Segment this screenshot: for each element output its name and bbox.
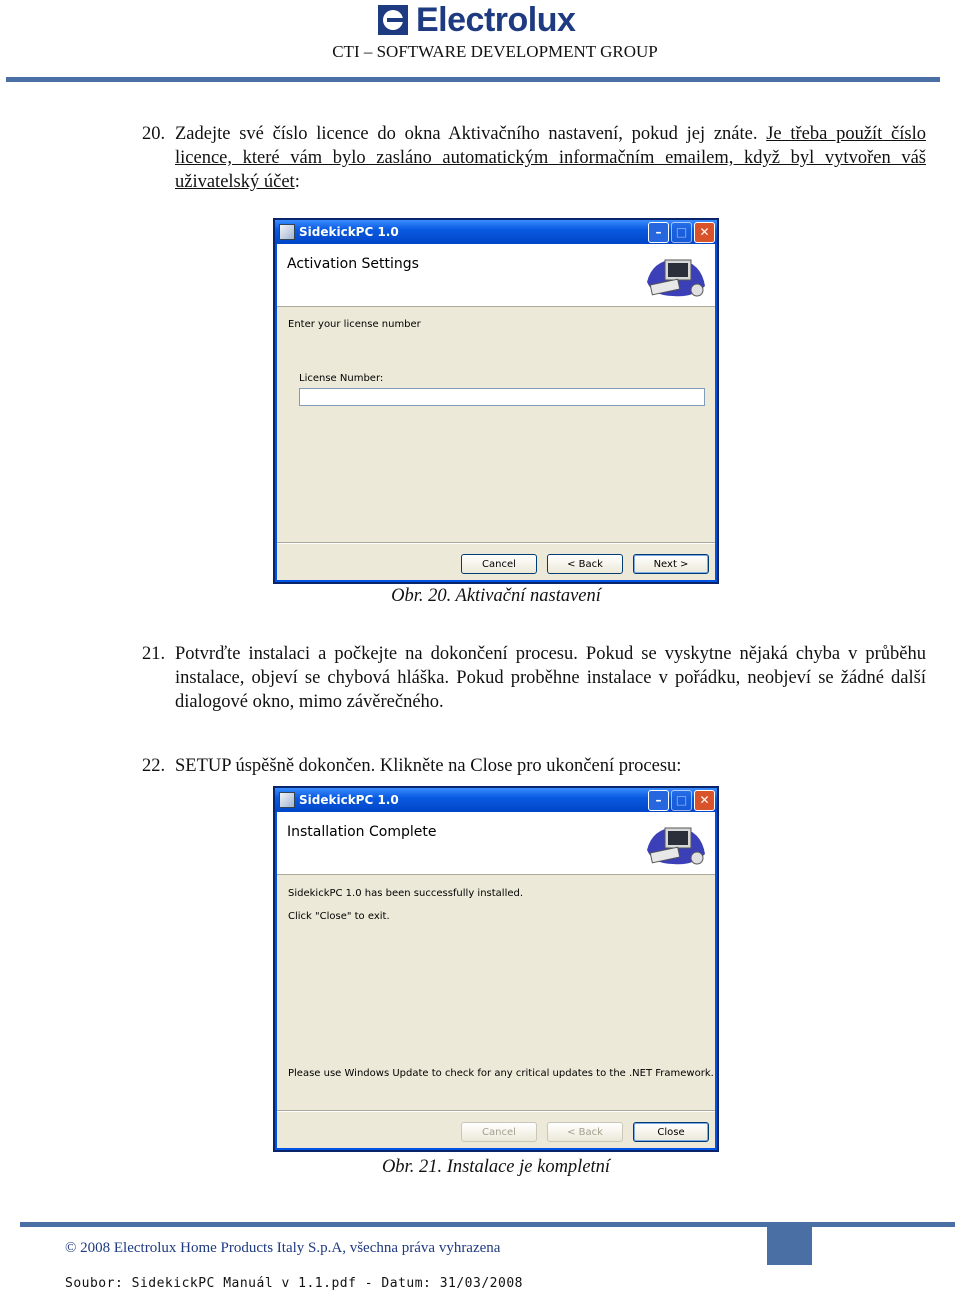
- close-icon[interactable]: ✕: [694, 790, 715, 811]
- figure-20-caption: Obr. 20. Aktivační nastavení: [391, 586, 601, 606]
- next-button[interactable]: Next >: [633, 554, 709, 574]
- banner-title: Activation Settings: [287, 256, 419, 272]
- installation-complete-dialog: [273, 786, 719, 1152]
- step-22-text: SETUP úspěšně dokončen. Klikněte na Close pro ukončení procesu:: [175, 756, 682, 776]
- step-20-number: 20.: [142, 124, 166, 144]
- dialog-title: SidekickPC 1.0: [299, 225, 399, 239]
- computer-icon: [643, 252, 709, 302]
- step-20-text-b: Je třeba použít číslo licence, které vám bylo zasláno automatickým informačním emailem, když byl vytvořen váš uživatelský účet: [175, 124, 926, 192]
- step-21-number: 21.: [142, 644, 166, 664]
- close-button[interactable]: Close: [633, 1122, 709, 1142]
- logo-text: Electrolux: [416, 0, 576, 39]
- figure-21-caption: Obr. 21. Instalace je kompletní: [381, 1157, 611, 1177]
- cancel-button[interactable]: Cancel: [461, 1122, 537, 1142]
- computer-icon: [643, 820, 709, 870]
- step-21-text: Potvrďte instalaci a počkejte na dokončení procesu. Pokud se vyskytne nějaká chyba v průběhu instalace, objeví se chybová hláška. Pokud proběhne instalace v pořádku, neobjeví se žádné další dialogové okno, mimo závěrečného.: [175, 644, 926, 712]
- minimize-icon[interactable]: –: [648, 222, 669, 243]
- back-button[interactable]: < Back: [547, 554, 623, 574]
- exit-instruction: Click "Close" to exit.: [288, 911, 390, 922]
- banner-title: Installation Complete: [287, 824, 437, 840]
- close-icon[interactable]: ✕: [694, 222, 715, 243]
- maximize-icon[interactable]: □: [671, 222, 692, 243]
- step-22-number: 22.: [142, 756, 166, 776]
- windows-update-note: Please use Windows Update to check for any critical updates to the .NET Framework.: [288, 1068, 714, 1079]
- instruction-text: Enter your license number: [288, 319, 421, 330]
- license-number-label: License Number:: [299, 373, 384, 384]
- maximize-icon[interactable]: □: [671, 790, 692, 811]
- step-20-text-c: :: [294, 172, 300, 192]
- cancel-button[interactable]: Cancel: [461, 554, 537, 574]
- app-icon: [279, 792, 295, 808]
- step-20: [142, 122, 926, 194]
- dialog-banner: [277, 812, 715, 875]
- dialog-title: SidekickPC 1.0: [299, 793, 399, 807]
- electrolux-logo-icon: [378, 5, 408, 35]
- step-21: [142, 642, 926, 714]
- dialog-titlebar: [275, 220, 717, 244]
- minimize-icon[interactable]: –: [648, 790, 669, 811]
- dialog-banner: [277, 244, 715, 307]
- license-number-input[interactable]: [299, 388, 705, 406]
- activation-dialog: [273, 218, 719, 584]
- header-subtitle: CTI – SOFTWARE DEVELOPMENT GROUP: [332, 42, 658, 61]
- footer-rule: [20, 1222, 955, 1227]
- dialog-titlebar: [275, 788, 717, 812]
- step-22: [142, 754, 926, 778]
- file-info: Soubor: SidekickPC Manuál v 1.1.pdf - Datum: 31/03/2008: [65, 1276, 523, 1291]
- step-20-text-a: Zadejte své číslo licence do okna Aktivačního nastavení, pokud jej znáte.: [175, 124, 767, 144]
- button-separator: [277, 542, 715, 544]
- back-button[interactable]: < Back: [547, 1122, 623, 1142]
- button-separator: [277, 1110, 715, 1112]
- header-rule: [6, 77, 940, 82]
- app-icon: [279, 224, 295, 240]
- electrolux-logo: [378, 2, 575, 38]
- copyright-text: © 2008 Electrolux Home Products Italy S.p.A, všechna práva vyhrazena: [65, 1240, 501, 1256]
- success-message: SidekickPC 1.0 has been successfully installed.: [288, 888, 524, 899]
- footer-block: [767, 1227, 812, 1265]
